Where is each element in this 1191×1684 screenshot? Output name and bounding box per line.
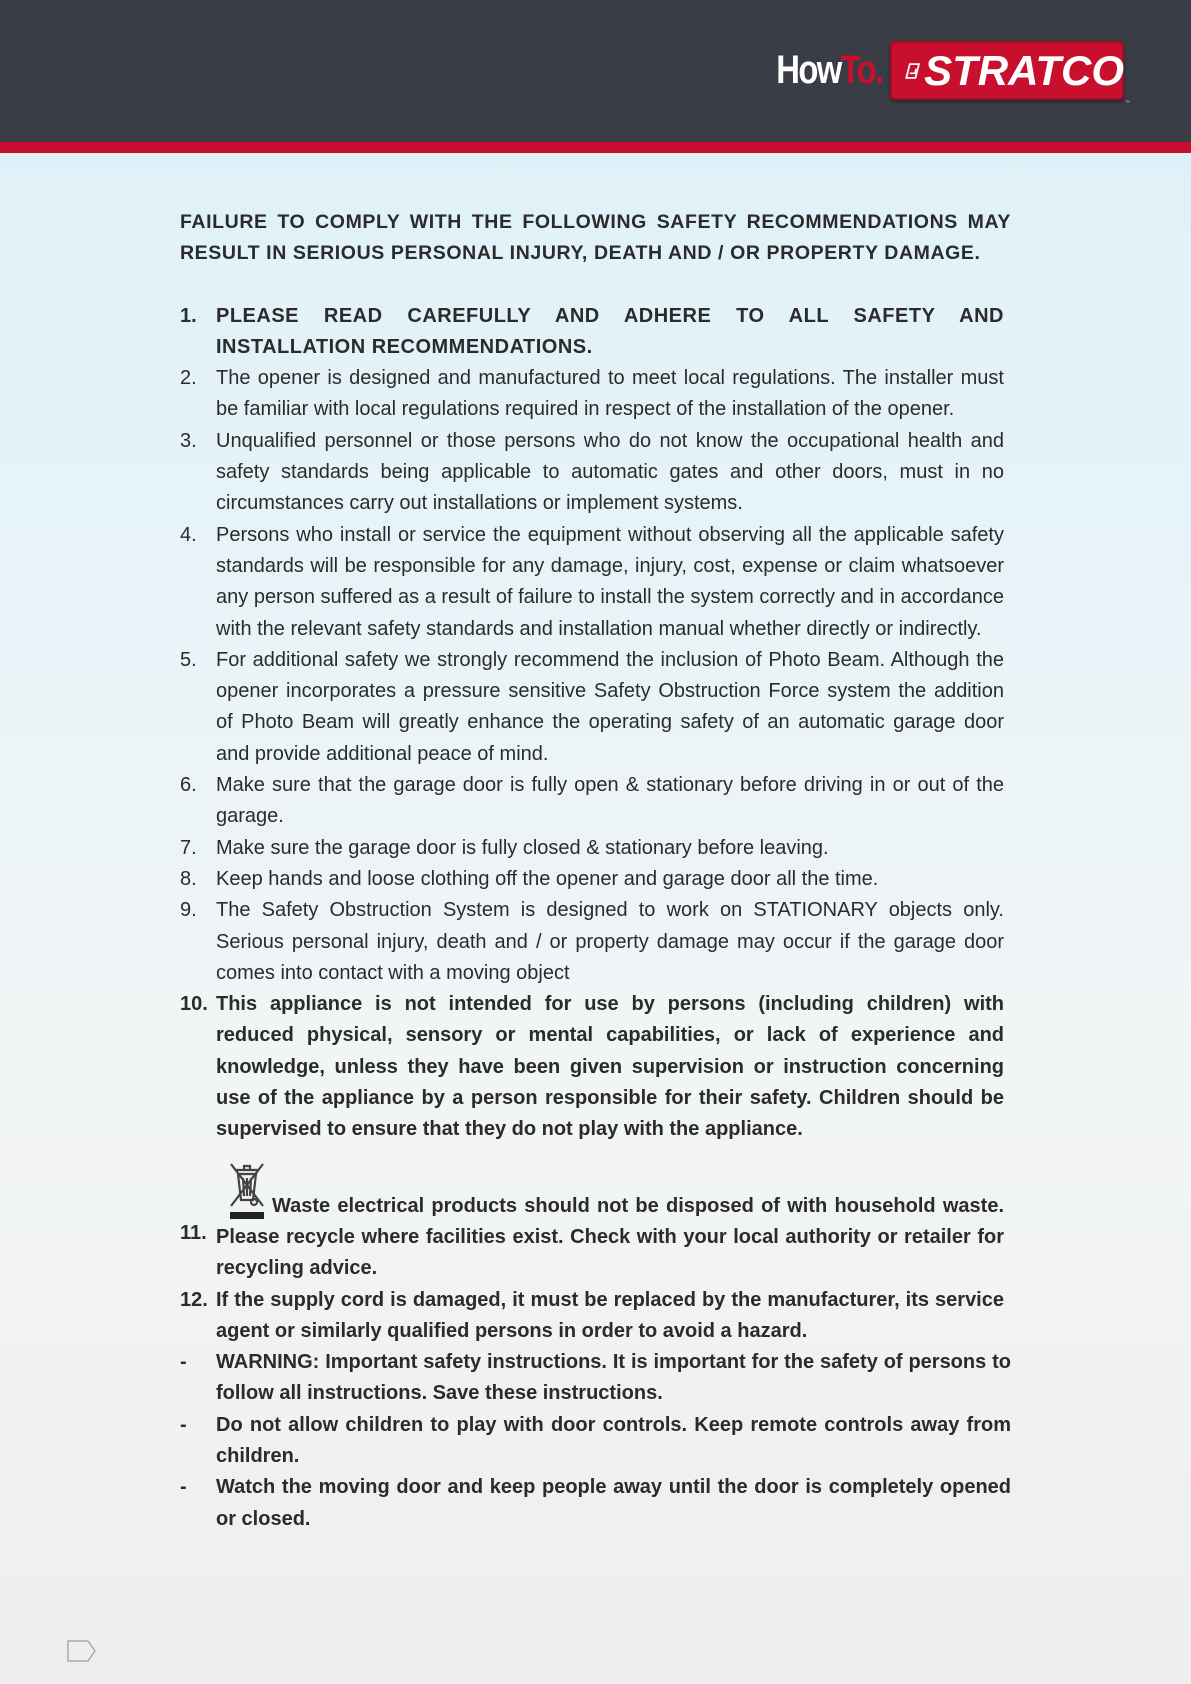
- list-item: [180, 645, 1004, 770]
- warning-item: [180, 1347, 1011, 1410]
- item-number: 3.: [180, 429, 197, 452]
- warning-text: WARNING: Important safety instructions. It is important for the safety of persons to follow all instructions. Save these instructions.: [216, 1351, 1011, 1405]
- safety-content: [180, 207, 1011, 1535]
- list-item-weee: [180, 1156, 1004, 1285]
- stratco-logo: [890, 41, 1130, 106]
- warning-text: Do not allow children to play with door controls. Keep remote controls away from children.: [216, 1413, 1011, 1467]
- item-number: 8.: [180, 867, 197, 890]
- howto-logo: [776, 48, 882, 93]
- item-text: For additional safety we strongly recommend the inclusion of Photo Beam. Although the opener incorporates a pressure sensitive Safety Obstruction Force system the addition of Photo Beam will greatly enhance the operating safety of an automatic garage door and provide additional peace of mind.: [216, 648, 1004, 765]
- stratco-mark-icon: [904, 57, 920, 85]
- item-number: 11.: [180, 1221, 207, 1244]
- item-number: 4.: [180, 523, 197, 546]
- list-item: [180, 864, 1004, 895]
- list-item: [180, 520, 1004, 645]
- warning-item: [180, 1410, 1011, 1473]
- item-number: 9.: [180, 899, 197, 922]
- item-number: 5.: [180, 648, 197, 671]
- safety-intro-warning: FAILURE TO COMPLY WITH THE FOLLOWING SAFETY RECOMMENDATIONS MAY RESULT IN SERIOUS PERSONAL INJURY, DEATH AND / OR PROPERTY DAMAGE.: [180, 211, 1011, 265]
- item-text: Make sure that the garage door is fully open & stationary before driving in or out of the garage.: [216, 774, 1004, 828]
- howto-how: How: [775, 48, 841, 92]
- list-item: [180, 989, 1004, 1145]
- list-item: [180, 895, 1004, 989]
- trademark-symbol: ™: [1125, 100, 1130, 106]
- crossed-wheelie-bin-icon: [222, 1156, 272, 1222]
- item-number: 2.: [180, 367, 197, 390]
- item-text: Make sure the garage door is fully closed & stationary before leaving.: [216, 836, 829, 859]
- item-text: PLEASE READ CAREFULLY AND ADHERE TO ALL SAFETY AND INSTALLATION RECOMMENDATIONS.: [216, 304, 1004, 358]
- brand-lockup: [753, 41, 1130, 106]
- item-number: 6.: [180, 774, 197, 797]
- item-text: The Safety Obstruction System is designed to work on STATIONARY objects only. Serious personal injury, death and / or property damage may occur if the garage door comes into contact with a moving object: [216, 899, 1004, 984]
- warning-bullet: -: [180, 1476, 187, 1499]
- item-text: The opener is designed and manufactured to meet local regulations. The installer must be familiar with local regulations required in respect of the installation of the opener.: [216, 367, 1004, 421]
- warning-text: Watch the moving door and keep people away until the door is completely opened or closed.: [216, 1476, 1011, 1530]
- item-number: 10.: [180, 993, 208, 1016]
- list-item: [180, 833, 1004, 864]
- item-number: 1.: [180, 304, 197, 327]
- item-text: This appliance is not intended for use by persons (including children) with reduced physical, sensory or mental capabilities, or lack of experience and knowledge, unless they have been given supervision or instruction concerning use of the appliance by a person responsible for their safety. Children should be supervised to ensure that they do not play with the appliance.: [216, 993, 1004, 1141]
- list-item: [180, 301, 1004, 364]
- item-text: Waste electrical products should not be disposed of with household waste. Please recycle where facilities exist. Check with your local authority or retailer for recycling advice.: [216, 1194, 1004, 1280]
- warning-item: [180, 1472, 1011, 1535]
- item-number: 12.: [180, 1288, 208, 1311]
- item-text: Persons who install or service the equipment without observing all the applicable safety standards will be responsible for any damage, injury, cost, expense or claim whatsoever any person suffered as a result of failure to install the system correctly and in accordance with the relevant safety standards and installation manual whether directly or indirectly.: [216, 523, 1004, 640]
- howto-to: To.: [840, 48, 882, 92]
- safety-list: [180, 301, 1011, 1348]
- item-text: Keep hands and loose clothing off the opener and garage door all the time.: [216, 867, 879, 890]
- warning-list: [180, 1347, 1011, 1535]
- warning-bullet: -: [180, 1351, 187, 1374]
- list-item: [180, 770, 1004, 833]
- stratco-wordmark: STRATCO: [924, 46, 1124, 94]
- header-accent-stripe: [0, 142, 1191, 153]
- list-item: [180, 426, 1004, 520]
- warning-bullet: -: [180, 1413, 187, 1436]
- item-number: 7.: [180, 836, 197, 859]
- list-item: [180, 363, 1004, 426]
- item-text: Unqualified personnel or those persons who do not know the occupational health and safety standards being applicable to automatic gates and other doors, must in no circumstances carry out installations or implement systems.: [216, 429, 1004, 515]
- item-text: If the supply cord is damaged, it must be replaced by the manufacturer, its service agent or similarly qualified persons in order to avoid a hazard.: [216, 1288, 1004, 1342]
- page-header: [0, 0, 1191, 142]
- page-tab-icon: [67, 1640, 97, 1662]
- list-item: [180, 1285, 1004, 1348]
